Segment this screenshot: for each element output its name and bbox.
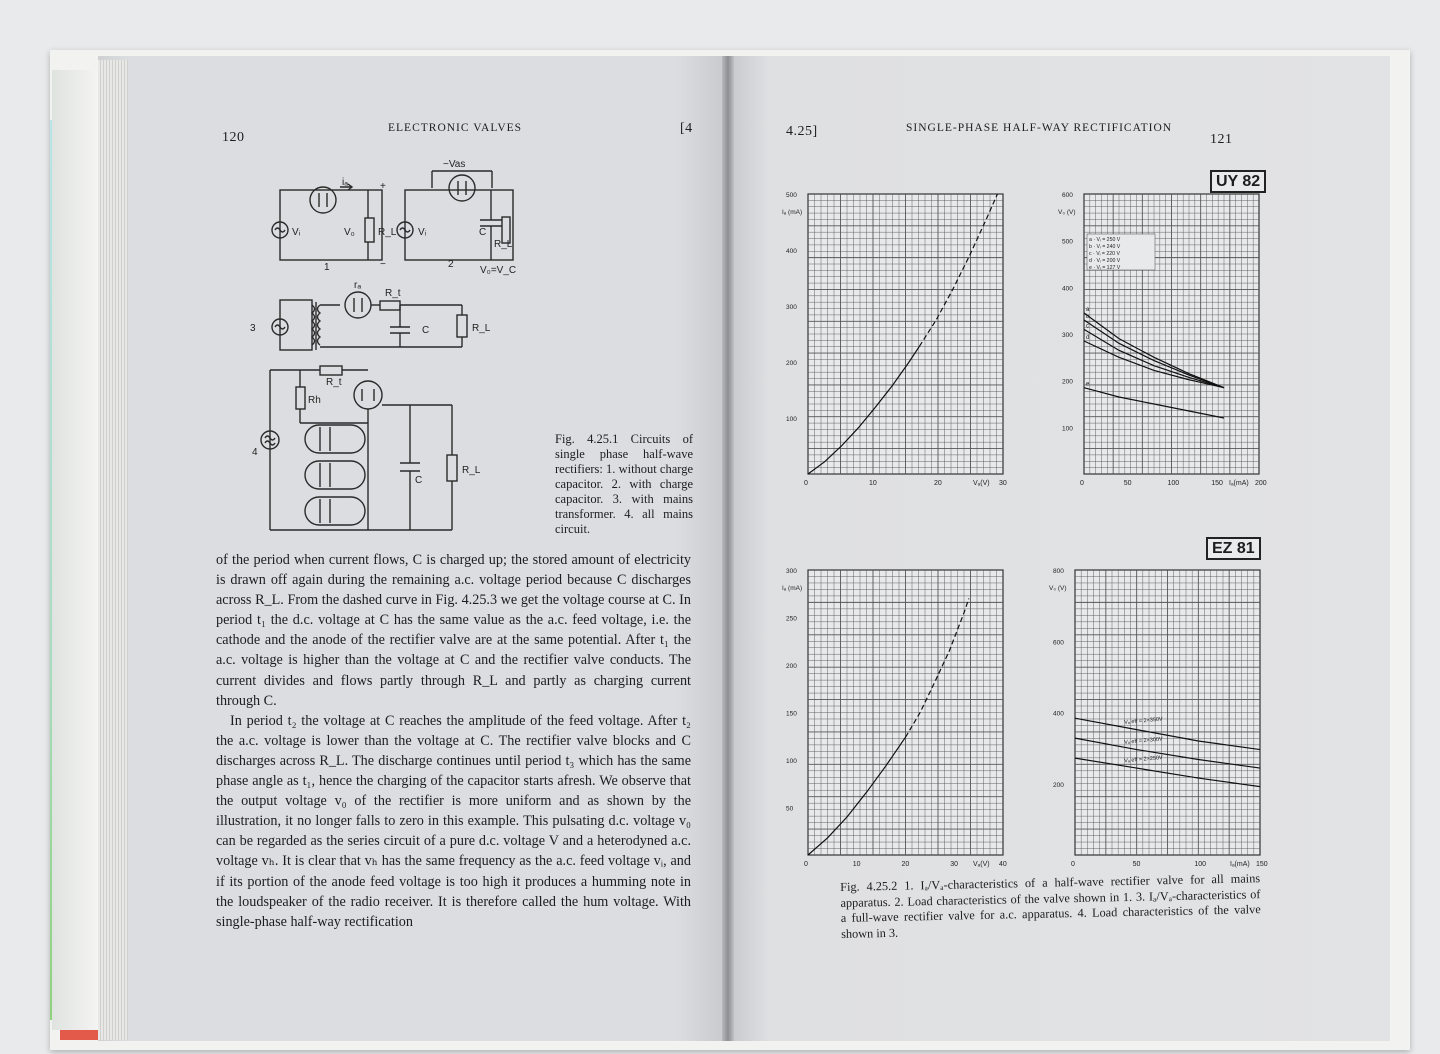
x-tick-label: 0: [1071, 861, 1075, 868]
legend-entry: e · Vᵢ = 127 V: [1089, 265, 1121, 271]
label-c4-rl: R_L: [462, 465, 481, 476]
page-block-edges: [98, 60, 128, 1040]
y-tick-label: 500: [786, 192, 797, 199]
x-tick-label: 20: [934, 480, 942, 487]
label-c2-vi: Vᵢ: [418, 227, 427, 238]
x-axis-label: Vₐ(V): [973, 861, 990, 868]
x-axis-label: Iₐ(mA): [1230, 861, 1250, 868]
y-tick-label: 200: [786, 663, 797, 670]
y-tick-label: 300: [1062, 332, 1073, 339]
x-axis-label: Vₐ(V): [973, 480, 990, 487]
label-c3-c: C: [422, 325, 430, 336]
y-tick-label: 200: [786, 360, 797, 367]
figure-caption-4-25-1: Fig. 4.25.1 Circuits of single phase half-wave rectifiers: 1. without charge capacitor. 2. with charge capacitor. 3. with mains transformer. 4. all mains circuit.: [555, 432, 693, 536]
cover-left-edge: [52, 70, 98, 1030]
circuit-4: [261, 366, 457, 530]
label-c1-vi: Vᵢ: [292, 227, 301, 238]
label-c2-vovc: V₀=V_C: [480, 265, 517, 276]
x-tick-label: 0: [1080, 480, 1084, 487]
chart-uy82-load: [1056, 188, 1266, 488]
y-tick-label: 600: [1062, 192, 1073, 199]
y-tick-label: 800: [1053, 568, 1064, 575]
label-c2-c: C: [479, 227, 487, 238]
x-tick-label: 30: [950, 861, 959, 868]
label-c3-rl: R_L: [472, 323, 491, 334]
curve-annotation: Vₐ eff = 2×300V: [1123, 736, 1164, 746]
legend-entry: c · Vᵢ = 220 V: [1089, 251, 1120, 257]
label-c4-c: C: [415, 475, 423, 486]
series-label: c: [1086, 323, 1089, 330]
y-tick-label: 100: [1062, 425, 1073, 433]
chart-uy82-ia-va: [780, 188, 1010, 488]
legend-entry: b · Vᵢ = 240 V: [1089, 244, 1121, 250]
figure-caption-4-25-2: Fig. 4.25.2 1. Iₐ/Vₐ-characteristics of a half-wave rectifier valve for all mains apparatus. 2. Load characteristics of the valve shown in 1. 3. Iₐ/Vₐ-characteristics of a full-wave rectifier valve for a.c. apparatus. 4. Load characteristics of the valve shown in 3.: [840, 871, 1261, 941]
right-running-head: SINGLE-PHASE HALF-WAY RECTIFICATION: [906, 122, 1173, 134]
y-tick-label: 100: [786, 758, 797, 765]
label-c2-vas: −Vas: [443, 159, 466, 170]
y-tick-label: 200: [1053, 781, 1064, 789]
label-c1-minus: −: [380, 259, 386, 270]
paragraph-2: In period t₂ the voltage at C reaches the amplitude of the feed voltage. After t₂ the a.c. voltage is lower than the voltage at C. The rectifier valve blocks and C discharges across R_L. The discharge continues until period t₃ which has the same phase angle as t₁, hence the charging of the capacitor starts afresh. We observe that the output voltage v₀ of the rectifier is more uniform and as shown by the illustration, it no longer falls to zero in this example. This pulsating d.c. voltage v₀ can be regarded as the series circuit of a pure d.c. voltage V and a heterodyned a.c. voltage vₕ. It is clear that vₕ has the same frequency as the a.c. feed voltage vᵢ, and if its portion of the anode feed voltage is too high it produces a humming note in the loudspeaker of the radio receiver. It is therefore called the hum voltage. With single-phase half-way rectification: [216, 712, 691, 930]
legend: [1087, 234, 1155, 271]
label-c4-rh: Rh: [308, 395, 321, 406]
x-tick-label: 100: [1167, 480, 1180, 487]
series-label: b: [1086, 314, 1090, 320]
x-tick-label: 50: [1123, 480, 1132, 487]
paragraph-1: of the period when current flows, C is charged up; the stored amount of electricity is drawn off again during the remaining a.c. voltage period because C discharges across R_L. From the dashed curve in Fig. 4.25.3 we get the voltage course at C. In period t₁ the d.c. voltage at C has the same value as the a.c. feed voltage, i.e. the cathode and the anode of the rectifier valve are at the same potential. After t₁ the a.c. voltage is higher than the voltage at C and the rectifier valve conducts. The current divides and flows partly through R_L and partly as charging current through C.: [216, 552, 691, 709]
x-tick-label: 20: [901, 861, 910, 868]
right-section-marker: 4.25]: [786, 124, 818, 139]
badge-ez81: EZ 81: [1206, 537, 1261, 560]
y-axis-label: Iₐ (mA): [782, 209, 803, 216]
right-page-number: 121: [1210, 132, 1233, 147]
x-tick-label: 200: [1255, 480, 1267, 487]
curve-annotation: Vₐ eff = 2×250V: [1123, 755, 1164, 765]
label-c3-num: 3: [250, 323, 256, 334]
x-tick-label: 50: [1132, 861, 1141, 868]
y-tick-label: 200: [1062, 378, 1073, 386]
y-axis-label: Iₐ (mA): [782, 585, 803, 592]
y-tick-label: 400: [1062, 285, 1073, 293]
left-running-head: ELECTRONIC VALVES: [388, 122, 523, 134]
y-tick-label: 400: [786, 248, 797, 255]
series-label: e: [1086, 381, 1090, 388]
y-tick-label: 150: [786, 710, 797, 718]
circuit-1: [272, 184, 382, 260]
x-tick-label: 10: [852, 861, 861, 868]
label-c2-num: 2: [448, 259, 454, 270]
label-c4-num: 4: [252, 447, 258, 458]
y-tick-label: 250: [786, 615, 797, 623]
y-tick-label: 50: [786, 805, 794, 813]
x-tick-label: 100: [1194, 861, 1207, 868]
x-tick-label: 0: [804, 480, 808, 487]
y-tick-label: 300: [786, 568, 797, 575]
x-tick-label: 30: [999, 480, 1007, 487]
x-tick-label: 10: [869, 480, 877, 487]
left-section-marker: [4: [680, 121, 693, 136]
label-c1-plus: +: [380, 181, 386, 192]
x-tick-label: 150: [1256, 861, 1268, 868]
x-tick-label: 150: [1211, 480, 1223, 487]
y-tick-label: 400: [1053, 710, 1064, 718]
label-c3-rt: R_t: [385, 288, 401, 299]
label-c2-rl: R_L: [494, 239, 513, 250]
circuit-figure: [240, 155, 540, 545]
series-label: a: [1086, 307, 1090, 313]
x-axis-label: Iₐ(mA): [1229, 480, 1249, 487]
left-page-number: 120: [222, 130, 245, 145]
label-c4-rt: R_t: [326, 377, 342, 388]
book-gutter: [722, 56, 734, 1041]
series-label: d: [1086, 335, 1090, 341]
x-tick-label: 0: [804, 861, 808, 868]
y-tick-label: 100: [786, 416, 797, 423]
y-tick-label: 300: [786, 304, 797, 311]
y-axis-label: V₀ (V): [1049, 585, 1067, 592]
label-c1-num: 1: [324, 262, 330, 273]
legend-entry: a · Vᵢ = 250 V: [1089, 237, 1121, 243]
legend-entry: d · Vᵢ = 200 V: [1089, 258, 1121, 264]
curve-annotation: Vₐ eff = 2×350V: [1123, 716, 1164, 726]
y-axis-label: V₀ (V): [1058, 209, 1076, 216]
left-body-text: [216, 550, 691, 932]
badge-uy82: UY 82: [1210, 170, 1266, 193]
label-c1-rl: R_L: [378, 227, 397, 238]
y-tick-label: 500: [1062, 238, 1073, 246]
x-tick-label: 40: [999, 861, 1007, 868]
label-c1-vo: V₀: [344, 227, 355, 238]
circuit-3: [272, 292, 467, 350]
label-c3-ra: rₐ: [354, 280, 362, 291]
chart-ez81-ia-va: [780, 560, 1010, 870]
y-tick-label: 600: [1053, 639, 1064, 647]
chart-ez81-load: [1049, 560, 1268, 868]
label-c1-current: iₐ: [342, 177, 348, 188]
